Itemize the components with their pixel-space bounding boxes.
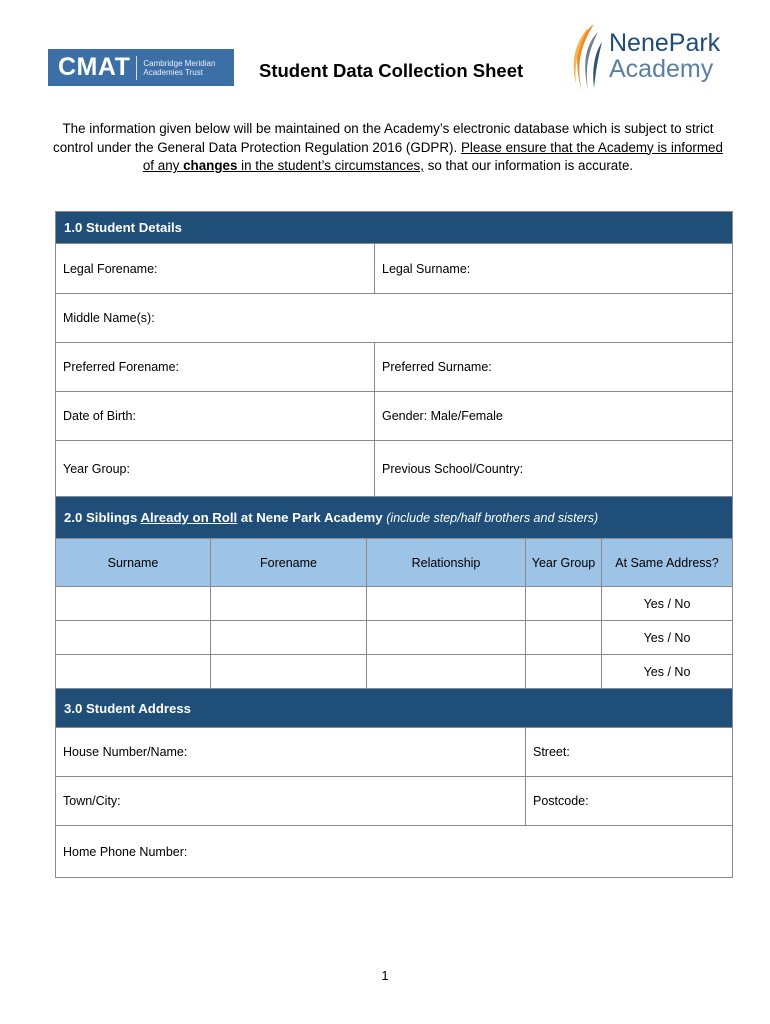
sibling-forename-cell[interactable] <box>211 587 367 621</box>
street-field[interactable]: Street: <box>526 728 733 777</box>
table-row <box>56 621 733 655</box>
section-header-siblings <box>56 497 733 539</box>
preferred-forename-field[interactable]: Preferred Forename: <box>56 343 375 392</box>
legal-surname-field[interactable]: Legal Surname: <box>375 244 733 294</box>
form-row <box>56 441 733 497</box>
section-header-student-details <box>56 212 733 244</box>
home-phone-field[interactable]: Home Phone Number: <box>56 826 733 878</box>
section-title: 3.0 Student Address <box>56 689 733 728</box>
town-field[interactable]: Town/City: <box>56 777 526 826</box>
flame-logo-icon <box>566 22 606 94</box>
form-row <box>56 244 733 294</box>
column-header-forename: Forename <box>211 539 367 587</box>
legal-forename-field[interactable]: Legal Forename: <box>56 244 375 294</box>
column-header-same-address: At Same Address? <box>602 539 733 587</box>
form-row <box>56 294 733 343</box>
cmat-logo <box>48 49 234 86</box>
sibling-relationship-cell[interactable] <box>367 655 526 689</box>
cmat-logo-abbr: CMAT <box>58 53 131 81</box>
sibling-surname-cell[interactable] <box>56 655 211 689</box>
cmat-logo-line1: Cambridge Meridian <box>143 58 216 68</box>
intro-text-1: The information given below will be maintained on the Academy’s electronic database which is subject to strict control under the General Data Protection Regulation 2016 (GDPR). <box>53 121 714 155</box>
sibling-surname-cell[interactable] <box>56 621 211 655</box>
sibling-same-address-cell[interactable]: Yes / No <box>602 621 733 655</box>
form-row <box>56 343 733 392</box>
date-of-birth-field[interactable]: Date of Birth: <box>56 392 375 441</box>
sibling-relationship-cell[interactable] <box>367 621 526 655</box>
sibling-relationship-cell[interactable] <box>367 587 526 621</box>
sibling-same-address-cell[interactable]: Yes / No <box>602 655 733 689</box>
siblings-title-underlined: Already on Roll <box>140 510 238 525</box>
intro-underline-1: Please ensure that the Academy is informed of any <box>142 139 723 173</box>
column-header-year-group: Year Group <box>526 539 602 587</box>
cmat-logo-line2: Academies Trust <box>143 67 203 77</box>
siblings-title-note: (include step/half brothers and sisters) <box>386 511 599 525</box>
form-row <box>56 826 733 878</box>
page-title: Student Data Collection Sheet <box>259 60 524 81</box>
table-row <box>56 655 733 689</box>
cmat-logo-name <box>143 59 215 77</box>
student-form <box>55 211 733 878</box>
sibling-year-group-cell[interactable] <box>526 621 602 655</box>
siblings-title-prefix: 2.0 Siblings <box>64 510 141 525</box>
nenepark-logo-line2: Academy <box>609 55 714 83</box>
intro-text-2: so that our information is accurate. <box>423 158 634 173</box>
intro-bold-changes: changes <box>183 158 238 173</box>
section-header-student-address <box>56 689 733 728</box>
gender-field[interactable]: Gender: Male/Female <box>375 392 733 441</box>
middle-names-field[interactable]: Middle Name(s): <box>56 294 733 343</box>
intro-paragraph <box>50 120 726 176</box>
intro-underline-2: in the student’s circumstances, <box>237 158 424 173</box>
form-row <box>56 392 733 441</box>
column-header-surname: Surname <box>56 539 211 587</box>
page-number: 1 <box>381 968 389 983</box>
nenepark-logo-line1: NenePark <box>609 29 721 57</box>
year-group-field[interactable]: Year Group: <box>56 441 375 497</box>
section-title <box>56 497 733 539</box>
sibling-forename-cell[interactable] <box>211 655 367 689</box>
form-row <box>56 777 733 826</box>
sibling-surname-cell[interactable] <box>56 587 211 621</box>
table-row <box>56 587 733 621</box>
column-header-relationship: Relationship <box>367 539 526 587</box>
siblings-title-suffix: at Nene Park Academy <box>237 510 387 525</box>
preferred-surname-field[interactable]: Preferred Surname: <box>375 343 733 392</box>
sibling-year-group-cell[interactable] <box>526 587 602 621</box>
sibling-same-address-cell[interactable]: Yes / No <box>602 587 733 621</box>
sibling-forename-cell[interactable] <box>211 621 367 655</box>
nenepark-logo <box>609 30 720 82</box>
form-row <box>56 728 733 777</box>
previous-school-field[interactable]: Previous School/Country: <box>375 441 733 497</box>
postcode-field[interactable]: Postcode: <box>526 777 733 826</box>
siblings-column-headers <box>56 539 733 587</box>
sibling-year-group-cell[interactable] <box>526 655 602 689</box>
cmat-logo-divider <box>136 56 137 80</box>
section-title: 1.0 Student Details <box>56 212 733 244</box>
house-field[interactable]: House Number/Name: <box>56 728 526 777</box>
